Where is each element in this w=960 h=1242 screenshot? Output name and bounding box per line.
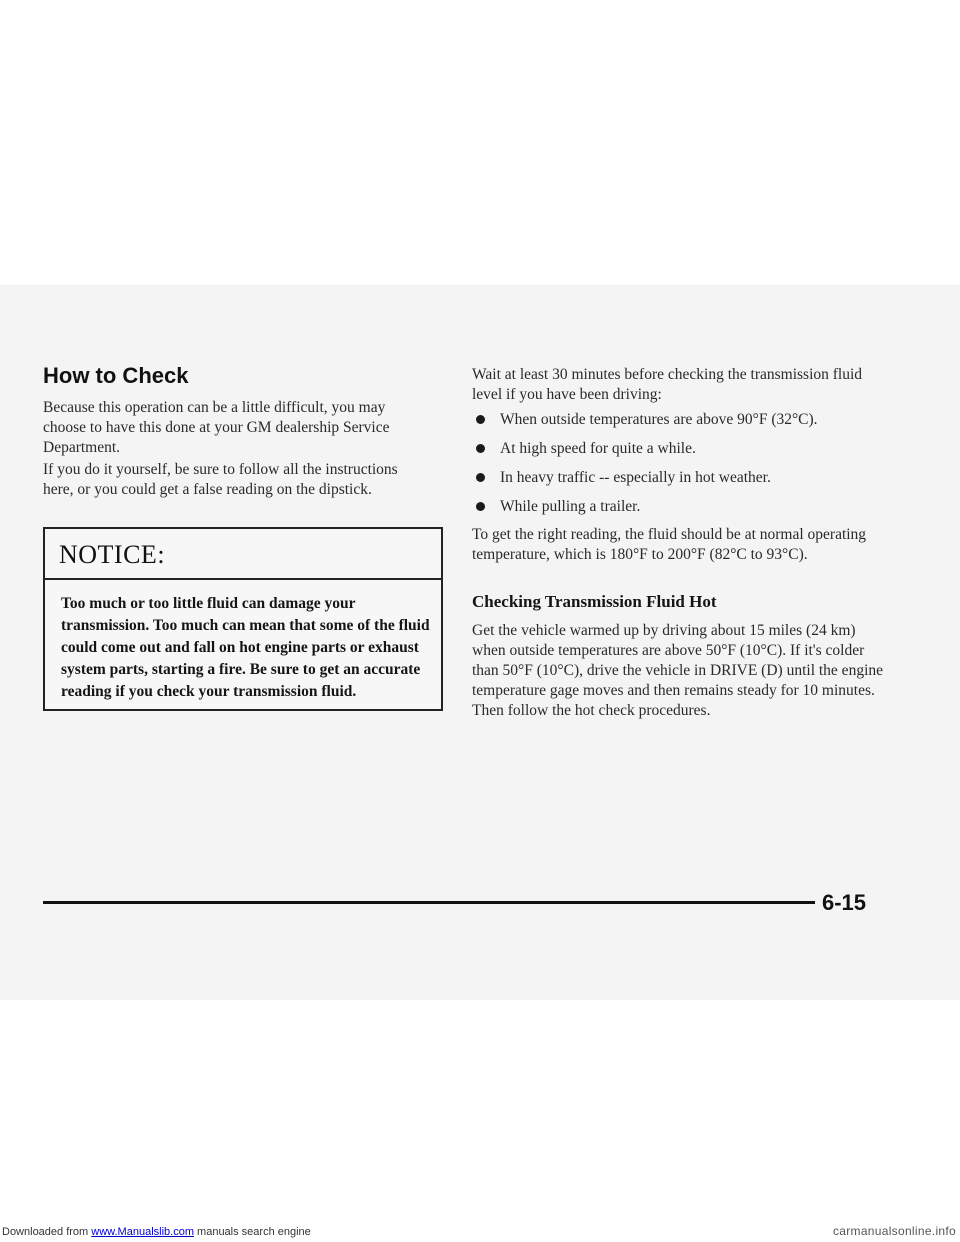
download-watermark: Downloaded from www.Manualslib.com manuals search engine xyxy=(2,1226,311,1238)
bullet-icon xyxy=(476,444,485,453)
manualslib-link[interactable]: www.Manualslib.com xyxy=(91,1226,194,1238)
notice-box xyxy=(43,527,443,711)
bullet-icon xyxy=(476,415,485,424)
list-item: When outside temperatures are above 90°F (32°C). xyxy=(472,405,912,434)
intro-paragraph: Because this operation can be a little difficult, you may choose to have this done at your GM dealership Service Department. xyxy=(43,399,390,456)
top-margin xyxy=(0,0,960,285)
list-item: In heavy traffic -- especially in hot weather. xyxy=(472,463,912,492)
conditions-list xyxy=(472,405,912,521)
page-number: 6-15 xyxy=(822,890,867,915)
list-item: At high speed for quite a while. xyxy=(472,434,912,463)
bullet-icon xyxy=(476,473,485,482)
instructions-paragraph: If you do it yourself, be sure to follow all the instructions here, or you could get a false reading on the dipstick. xyxy=(43,461,398,498)
bottom-margin xyxy=(0,1000,960,1242)
subheading: Checking Transmission Fluid Hot xyxy=(472,592,717,611)
notice-text: Too much or too little fluid can damage your transmission. Too much can mean that some of the fluid could come out and fall on hot engine parts or exhaust system parts, starting a fire. Be sure to get an accurate reading if you check your transmission fluid. xyxy=(61,595,430,700)
list-item: While pulling a trailer. xyxy=(472,492,912,521)
notice-title: NOTICE: xyxy=(45,529,441,580)
temperature-paragraph: To get the right reading, the fluid should be at normal operating temperature, which is 180°F to 200°F (82°C to 93°C). xyxy=(472,526,867,563)
section-heading: How to Check xyxy=(43,363,189,388)
warmup-paragraph: Get the vehicle warmed up by driving about 15 miles (24 km) when outside temperatures are above 50°F (10°C). If it's colder than 50°F (10°C), drive the vehicle in DRIVE (D) until the engine temperature gage moves and then remains steady for 10 minutes. Then follow the hot check procedures. xyxy=(472,622,883,719)
bullet-icon xyxy=(476,502,485,511)
footer-divider xyxy=(43,901,815,904)
wait-paragraph: Wait at least 30 minutes before checking the transmission fluid level if you have been driving: xyxy=(472,366,863,403)
site-watermark: carmanualsonline.info xyxy=(832,1224,956,1238)
